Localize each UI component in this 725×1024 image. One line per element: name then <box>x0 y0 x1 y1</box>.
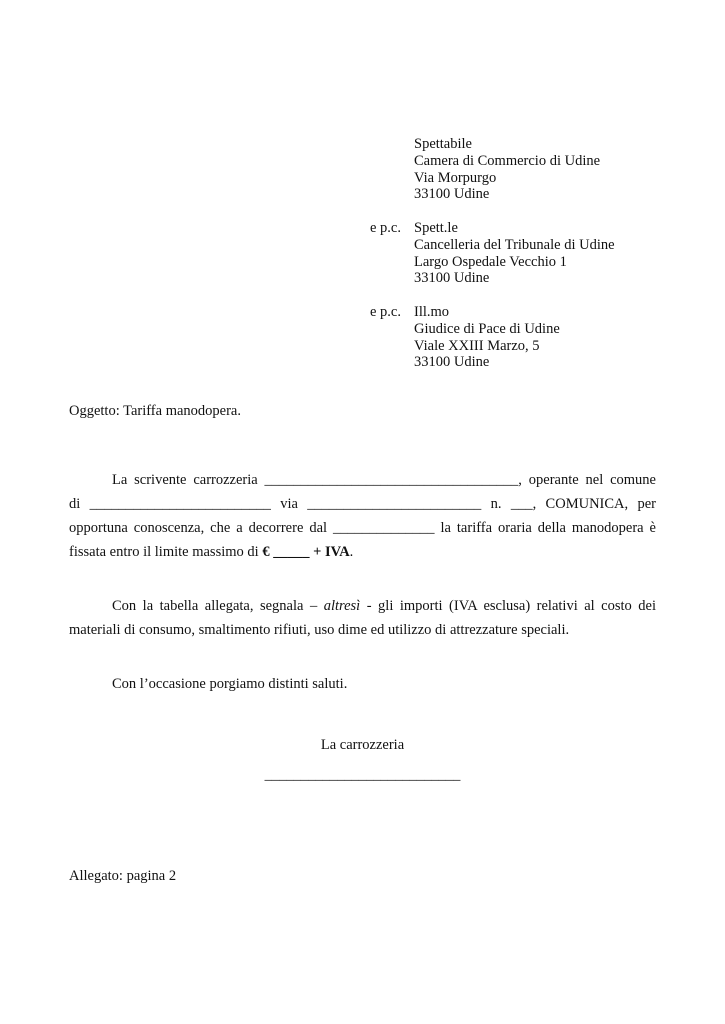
paragraph-1-text: . <box>349 544 354 560</box>
recipient-3-prefix: e p.c. <box>370 304 401 320</box>
paragraph-2-line-2: materiali di consumo, smaltimento rifiuti, uso dime ed utilizzo di attrezzature speciali. <box>69 622 570 638</box>
signature-label: La carrozzeria <box>320 737 405 753</box>
recipient-3-line: Viale XXIII Marzo, 5 <box>414 337 540 354</box>
paragraph-3-text: Con l’occasione porgiamo distinti saluti. <box>112 676 348 692</box>
recipient-1-line: Camera di Commercio di Udine <box>414 152 601 169</box>
paragraph-1 <box>69 468 656 564</box>
recipient-1-line: Via Morpurgo <box>414 169 497 186</box>
recipient-1-line: 33100 Udine <box>414 186 490 203</box>
paragraph-1-line-1 <box>69 468 656 492</box>
paragraph-2-text: Con la tabella allegata, segnala – <box>112 598 324 614</box>
price-field: € _____ + IVA <box>262 544 350 560</box>
recipient-2-line: Spett.le <box>414 220 458 236</box>
recipient-2-line: Largo Ospedale Vecchio 1 <box>414 253 567 270</box>
attachment-note: Allegato: pagina 2 <box>69 868 177 884</box>
paragraph-1-line-4 <box>69 540 656 564</box>
signature-line: ___________________________ <box>264 767 461 783</box>
recipient-2-prefix: e p.c. <box>370 220 401 236</box>
paragraph-2-line-1 <box>69 594 656 618</box>
recipient-2-line: Cancelleria del Tribunale di Udine <box>414 236 615 253</box>
paragraph-3 <box>69 672 656 696</box>
recipient-3 <box>414 304 560 371</box>
paragraph-2-text: - gli importi (IVA esclusa) relativi al costo dei <box>360 598 656 614</box>
paragraph-3-line-1 <box>69 672 656 696</box>
paragraph-1-text: fissata entro il limite massimo di <box>69 544 263 560</box>
paragraph-1-text: La scrivente carrozzeria ___________________________________, operante nel comune <box>112 472 656 488</box>
recipient-2-line: 33100 Udine <box>414 270 490 287</box>
paragraph-1-line-2: di _________________________ via ________________________ n. ___, COMUNICA, per <box>69 496 656 512</box>
recipient-1-line: Spettabile <box>414 136 472 152</box>
paragraph-1-line-3: opportuna conoscenza, che a decorrere dal ______________ la tariffa oraria della manodopera è <box>69 520 656 536</box>
recipient-3-line: Ill.mo <box>414 304 450 320</box>
recipient-3-line: 33100 Udine <box>414 354 490 371</box>
recipient-2 <box>414 220 615 287</box>
paragraph-2 <box>69 594 656 642</box>
recipient-1 <box>414 136 600 203</box>
recipient-3-line: Giudice di Pace di Udine <box>414 320 560 337</box>
subject-line: Oggetto: Tariffa manodopera. <box>69 403 241 419</box>
emphasis-text: altresì <box>323 598 361 614</box>
